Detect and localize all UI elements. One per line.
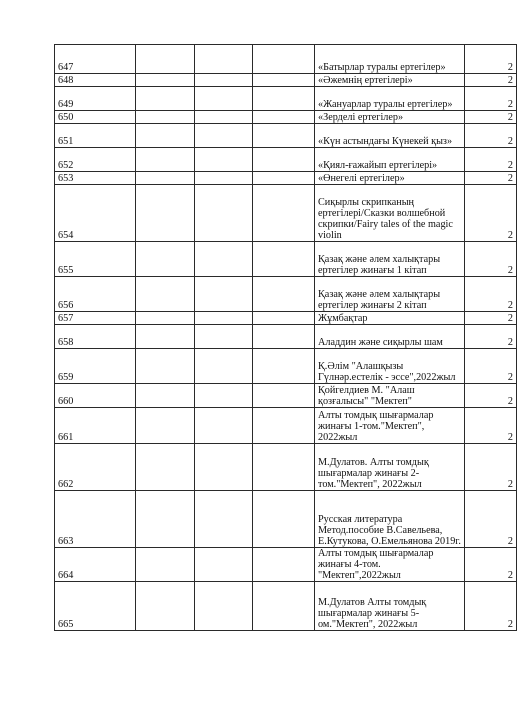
- title-cell: Қойгелдиев М. "Алаш қозғалысы" "Мектеп": [315, 384, 465, 408]
- table-row: [55, 45, 517, 74]
- title-cell: «Зерделі ертегілер»: [315, 111, 465, 124]
- quantity-cell: 2: [465, 45, 517, 74]
- table-row: [55, 87, 517, 111]
- row-number-cell: 651: [55, 124, 136, 148]
- row-number-cell: 649: [55, 87, 136, 111]
- empty-cell: [136, 148, 195, 172]
- table-row: [55, 74, 517, 87]
- title-cell: Қ.Әлім "Алашқызы Гүлнәр.естелік - эссе",2022жыл: [315, 349, 465, 384]
- row-number-cell: 654: [55, 185, 136, 242]
- row-number-cell: 656: [55, 277, 136, 312]
- quantity-cell: 2: [465, 172, 517, 185]
- quantity-cell: 2: [465, 124, 517, 148]
- empty-cell: [136, 491, 195, 548]
- title-cell: Қазақ және әлем халықтары ертегілер жинағы 1 кітап: [315, 242, 465, 277]
- table-row: [55, 148, 517, 172]
- row-number-cell: 657: [55, 312, 136, 325]
- empty-cell: [136, 312, 195, 325]
- empty-cell: [136, 325, 195, 349]
- empty-cell: [253, 87, 315, 111]
- title-cell: Сиқырлы скрипканың ертегілері/Сказки волшебной скрипки/Fairy tales of the magic violin: [315, 185, 465, 242]
- empty-cell: [253, 111, 315, 124]
- empty-cell: [253, 548, 315, 582]
- quantity-cell: 2: [465, 548, 517, 582]
- empty-cell: [195, 444, 253, 491]
- title-cell: Русская литература Метод.пособие В.Савельева, Е.Кутукова, О.Емельянова 2019г.: [315, 491, 465, 548]
- table-row: [55, 277, 517, 312]
- empty-cell: [195, 172, 253, 185]
- quantity-cell: 2: [465, 277, 517, 312]
- table-row: [55, 185, 517, 242]
- empty-cell: [253, 277, 315, 312]
- empty-cell: [195, 185, 253, 242]
- row-number-cell: 650: [55, 111, 136, 124]
- quantity-cell: 2: [465, 185, 517, 242]
- row-number-cell: 652: [55, 148, 136, 172]
- row-number-cell: 662: [55, 444, 136, 491]
- row-number-cell: 664: [55, 548, 136, 582]
- quantity-cell: 2: [465, 384, 517, 408]
- quantity-cell: 2: [465, 312, 517, 325]
- row-number-cell: 663: [55, 491, 136, 548]
- empty-cell: [253, 582, 315, 631]
- title-cell: Қазақ және әлем халықтары ертегілер жинағы 2 кітап: [315, 277, 465, 312]
- table-row: [55, 384, 517, 408]
- quantity-cell: 2: [465, 444, 517, 491]
- empty-cell: [136, 277, 195, 312]
- empty-cell: [136, 349, 195, 384]
- empty-cell: [195, 548, 253, 582]
- empty-cell: [253, 408, 315, 444]
- empty-cell: [136, 185, 195, 242]
- row-number-cell: 660: [55, 384, 136, 408]
- row-number-cell: 655: [55, 242, 136, 277]
- table-row: [55, 548, 517, 582]
- empty-cell: [136, 74, 195, 87]
- title-cell: «Әжемнің ертегілері»: [315, 74, 465, 87]
- table-row: [55, 111, 517, 124]
- title-cell: Алты томдық шығармалар жинағы 4-том. "Мектеп",2022жыл: [315, 548, 465, 582]
- empty-cell: [195, 325, 253, 349]
- table-row: [55, 124, 517, 148]
- quantity-cell: 2: [465, 349, 517, 384]
- empty-cell: [136, 384, 195, 408]
- empty-cell: [136, 548, 195, 582]
- empty-cell: [253, 172, 315, 185]
- title-cell: «Өнегелі ертегілер»: [315, 172, 465, 185]
- table-row: [55, 444, 517, 491]
- empty-cell: [253, 312, 315, 325]
- quantity-cell: 2: [465, 111, 517, 124]
- empty-cell: [136, 444, 195, 491]
- table-row: [55, 408, 517, 444]
- table-row: [55, 491, 517, 548]
- title-cell: Алты томдық шығармалар жинағы 1-том."Мектеп", 2022жыл: [315, 408, 465, 444]
- empty-cell: [253, 444, 315, 491]
- row-number-cell: 665: [55, 582, 136, 631]
- empty-cell: [253, 74, 315, 87]
- empty-cell: [136, 408, 195, 444]
- title-cell: «Қиял-ғажайып ертегілері»: [315, 148, 465, 172]
- quantity-cell: 2: [465, 242, 517, 277]
- table-body: [55, 45, 517, 631]
- title-cell: М.Дулатов. Алты томдық шығармалар жинағы 2-том."Мектеп", 2022жыл: [315, 444, 465, 491]
- empty-cell: [253, 384, 315, 408]
- empty-cell: [253, 242, 315, 277]
- row-number-cell: 647: [55, 45, 136, 74]
- table-row: [55, 242, 517, 277]
- empty-cell: [195, 74, 253, 87]
- row-number-cell: 659: [55, 349, 136, 384]
- empty-cell: [253, 325, 315, 349]
- table-row: [55, 312, 517, 325]
- table-row: [55, 172, 517, 185]
- empty-cell: [253, 491, 315, 548]
- empty-cell: [136, 242, 195, 277]
- empty-cell: [136, 124, 195, 148]
- empty-cell: [253, 45, 315, 74]
- empty-cell: [195, 148, 253, 172]
- empty-cell: [136, 582, 195, 631]
- row-number-cell: 648: [55, 74, 136, 87]
- empty-cell: [195, 111, 253, 124]
- table-row: [55, 349, 517, 384]
- quantity-cell: 2: [465, 325, 517, 349]
- empty-cell: [195, 124, 253, 148]
- empty-cell: [253, 185, 315, 242]
- row-number-cell: 661: [55, 408, 136, 444]
- empty-cell: [195, 45, 253, 74]
- empty-cell: [253, 349, 315, 384]
- empty-cell: [195, 242, 253, 277]
- quantity-cell: 2: [465, 582, 517, 631]
- table-row: [55, 325, 517, 349]
- empty-cell: [195, 408, 253, 444]
- empty-cell: [195, 582, 253, 631]
- empty-cell: [195, 349, 253, 384]
- quantity-cell: 2: [465, 148, 517, 172]
- row-number-cell: 653: [55, 172, 136, 185]
- quantity-cell: 2: [465, 408, 517, 444]
- empty-cell: [195, 491, 253, 548]
- empty-cell: [136, 111, 195, 124]
- title-cell: «Батырлар туралы ертегілер»: [315, 45, 465, 74]
- empty-cell: [253, 124, 315, 148]
- title-cell: М.Дулатов Алты томдық шығармалар жинағы 5- ом."Мектеп", 2022жыл: [315, 582, 465, 631]
- title-cell: Жұмбақтар: [315, 312, 465, 325]
- quantity-cell: 2: [465, 491, 517, 548]
- empty-cell: [136, 45, 195, 74]
- title-cell: Аладдин және сиқырлы шам: [315, 325, 465, 349]
- title-cell: «Жануарлар туралы ертегілер»: [315, 87, 465, 111]
- empty-cell: [253, 148, 315, 172]
- empty-cell: [195, 87, 253, 111]
- empty-cell: [136, 172, 195, 185]
- empty-cell: [195, 384, 253, 408]
- empty-cell: [195, 277, 253, 312]
- quantity-cell: 2: [465, 87, 517, 111]
- empty-cell: [195, 312, 253, 325]
- quantity-cell: 2: [465, 74, 517, 87]
- empty-cell: [136, 87, 195, 111]
- title-cell: «Күн астындағы Күнекей қыз»: [315, 124, 465, 148]
- row-number-cell: 658: [55, 325, 136, 349]
- table-row: [55, 582, 517, 631]
- inventory-table: [54, 44, 517, 631]
